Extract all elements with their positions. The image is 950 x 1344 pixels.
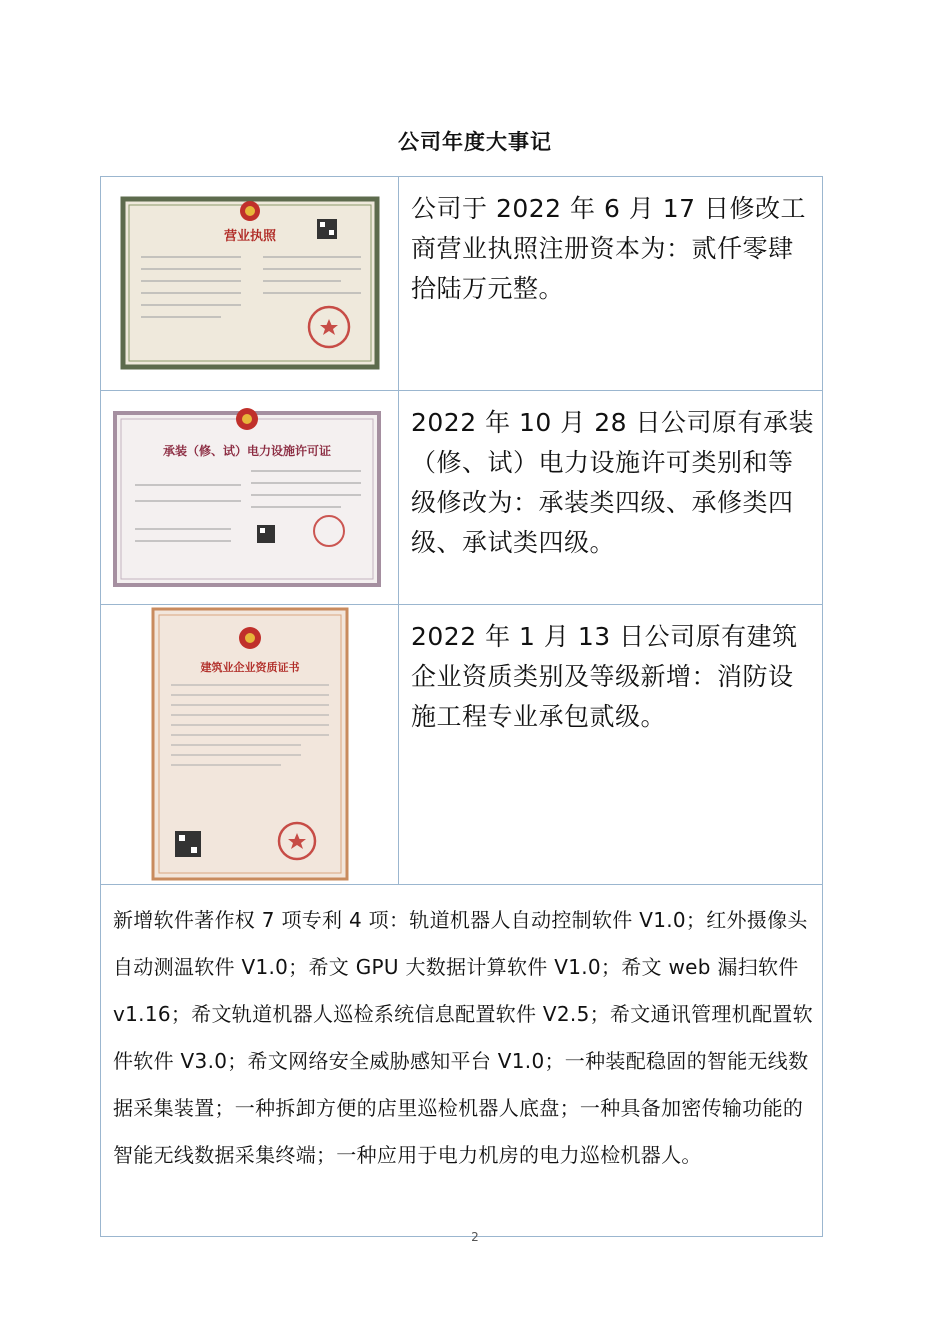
event-text: 公司于 2022 年 6 月 17 日修改工商营业执照注册资本为：贰仟零肆拾陆万元整。 <box>411 194 807 303</box>
event-text-cell <box>399 605 822 884</box>
events-table <box>100 176 823 1237</box>
event-text: 2022 年 1 月 13 日公司原有建筑企业资质类别及等级新增：消防设施工程专业承包贰级。 <box>411 622 798 731</box>
table-row <box>101 177 822 391</box>
certificate-cell <box>101 177 399 390</box>
event-text-cell <box>399 391 822 604</box>
page-title: 公司年度大事记 <box>398 130 552 154</box>
summary-row <box>101 885 822 1236</box>
table-row <box>101 605 822 885</box>
table-row <box>101 391 822 605</box>
certificate-cell <box>101 391 399 604</box>
certificate-heading: 承装（修、试）电力设施许可证 <box>162 444 332 458</box>
business-license-image <box>101 177 399 391</box>
certificate-heading: 建筑业企业资质证书 <box>200 661 300 674</box>
power-permit-image <box>101 391 399 605</box>
certificate-heading: 营业执照 <box>223 229 277 244</box>
certificate-cell <box>101 605 399 884</box>
event-text-cell <box>399 177 822 390</box>
summary-text: 新增软件著作权 7 项专利 4 项：轨道机器人自动控制软件 V1.0；红外摄像头自动测温软件 V1.0；希文 GPU 大数据计算软件 V1.0；希文 web 漏扫软件 v1.16；希文轨道机器人巡检系统信息配置软件 V2.5；希文通讯管理机配置软件软件 V3.0；希文网络安全威胁感知平台 V1.0；一种装配稳固的智能无线数据采集装置；一种拆卸方便的店里巡检机器人底盘；一种具备加密传输功能的智能无线数据采集终端；一种应用于电力机房的电力巡检机器人。 <box>113 908 813 1167</box>
event-text: 2022 年 10 月 28 日公司原有承装（修、试）电力设施许可类别和等级修改为：承装类四级、承修类四级、承试类四级。 <box>411 408 814 557</box>
page-number: 2 <box>471 1230 479 1244</box>
construction-qualification-image <box>101 605 399 885</box>
